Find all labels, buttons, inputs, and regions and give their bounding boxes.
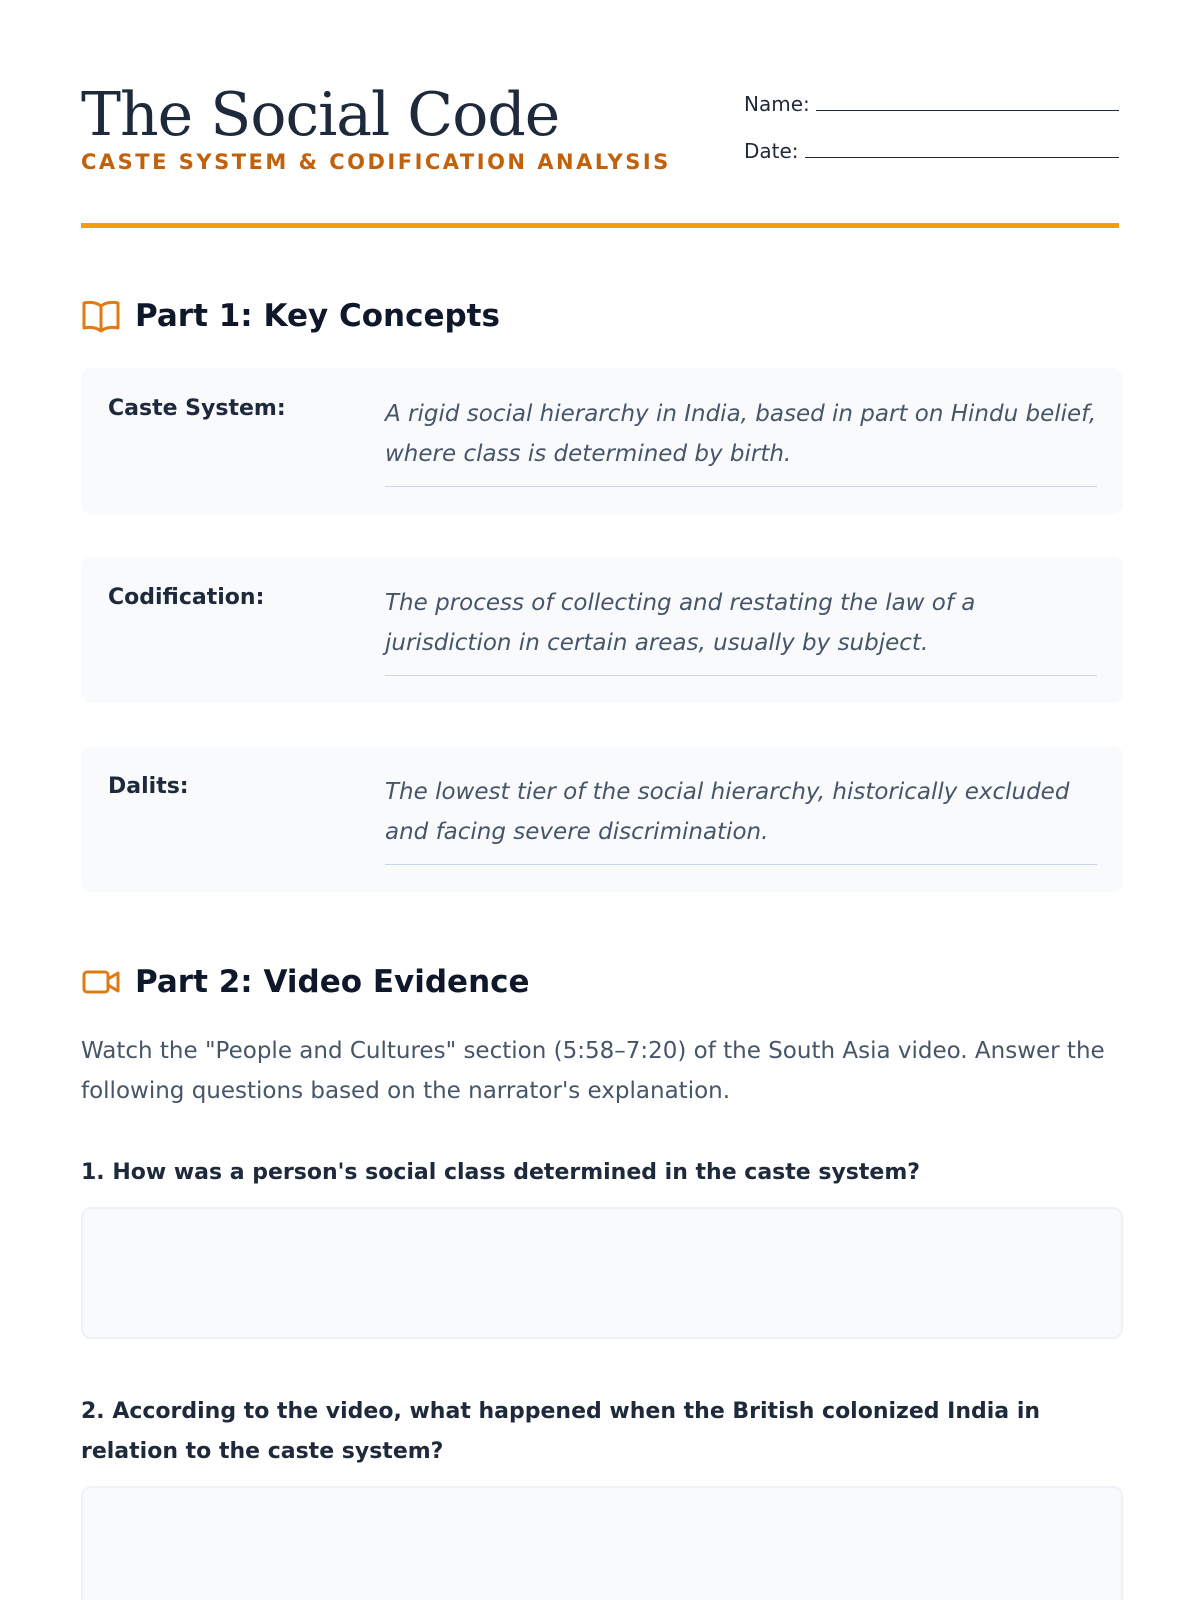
video-instructions: Watch the "People and Cultures" section (5:58–7:20) of the South Asia video. Answer the following questions based on the narrator's explanation.: [81, 1038, 1105, 1104]
part2-heading: [81, 962, 530, 1002]
question-1: 1. How was a person's social class determined in the caste system?: [81, 1160, 921, 1185]
book-open-icon: [81, 296, 121, 336]
page-subtitle: CASTE SYSTEM & CODIFICATION ANALYSIS: [81, 150, 671, 174]
question-2: 2. According to the video, what happened when the British colonized India in relation to the caste system?: [81, 1399, 1041, 1464]
concept-term: Codification:: [108, 585, 265, 610]
concept-card-caste-system: [81, 368, 1123, 514]
answer-box-1[interactable]: [81, 1207, 1123, 1339]
name-line[interactable]: [816, 110, 1119, 111]
concept-definition: A rigid social hierarchy in India, based in part on Hindu belief, where class is determined by birth.: [385, 394, 1097, 487]
concept-term: Caste System:: [108, 396, 286, 421]
concept-card-dalits: [81, 746, 1123, 892]
answer-box-2[interactable]: [81, 1486, 1123, 1600]
date-label: Date:: [744, 139, 799, 163]
name-label: Name:: [744, 92, 810, 116]
date-line[interactable]: [805, 157, 1119, 158]
part1-heading: [81, 296, 500, 336]
part1-title: Part 1: Key Concepts: [135, 298, 500, 334]
video-camera-icon: [81, 962, 121, 1002]
concept-term: Dalits:: [108, 774, 189, 799]
worksheet-header: [81, 0, 1119, 228]
date-field[interactable]: [744, 139, 1119, 163]
name-field[interactable]: [744, 92, 1119, 116]
concept-definition: The lowest tier of the social hierarchy, historically excluded and facing severe discrimination.: [385, 772, 1097, 865]
concept-definition: The process of collecting and restating the law of a jurisdiction in certain areas, usually by subject.: [385, 583, 1097, 676]
concept-card-codification: [81, 557, 1123, 703]
page-title: The Social Code: [81, 80, 560, 150]
part2-title: Part 2: Video Evidence: [135, 964, 530, 1000]
